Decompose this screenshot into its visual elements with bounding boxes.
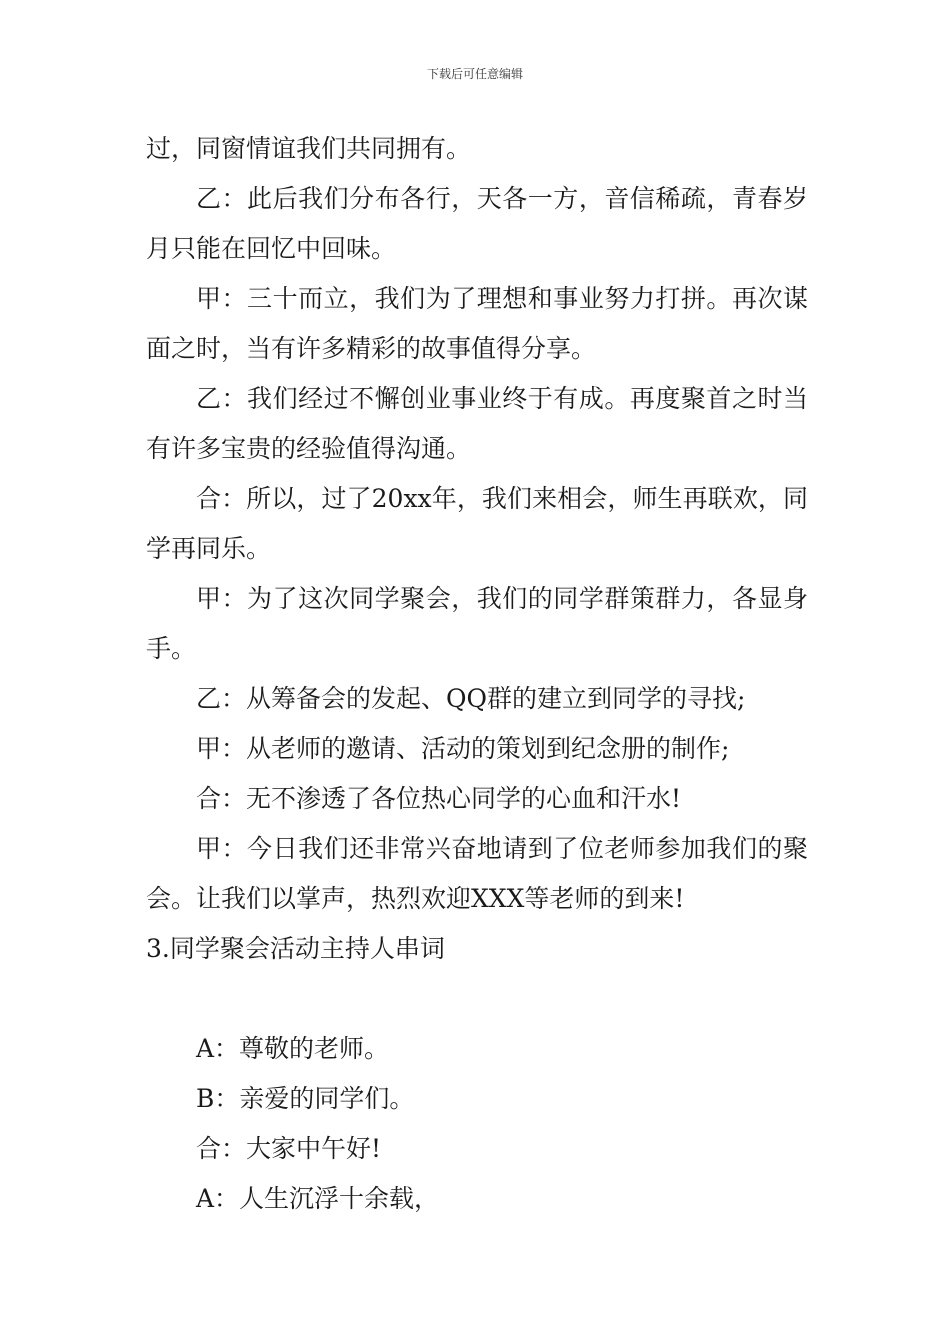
paragraph: 乙：从筹备会的发起、QQ群的建立到同学的寻找; (196, 684, 746, 713)
page-header-note: 下载后可任意编辑 (426, 67, 523, 81)
paragraph: 过，同窗情谊我们共同拥有。 (146, 134, 472, 163)
paragraph: B：亲爱的同学们。 (196, 1084, 415, 1113)
paragraph: 甲：从老师的邀请、活动的策划到纪念册的制作; (196, 734, 730, 763)
paragraph: 合：所以，过了20xx年，我们来相会，师生再联欢，同学再同乐。 (146, 484, 808, 563)
paragraph: 甲：今日我们还非常兴奋地请到了位老师参加我们的聚会。让我们以掌声，热烈欢迎XXX等老师的到来! (146, 834, 808, 913)
blank-line (146, 974, 808, 1024)
paragraph: 甲：为了这次同学聚会，我们的同学群策群力，各显身手。 (146, 584, 808, 663)
paragraph: 合：无不渗透了各位热心同学的心血和汗水! (196, 784, 682, 813)
dialogue-section-after (146, 1024, 808, 1224)
paragraph: 乙：此后我们分布各行，天各一方，音信稀疏，青春岁月只能在回忆中回味。 (146, 184, 808, 263)
document-body (146, 124, 808, 1224)
paragraph: 甲：三十而立，我们为了理想和事业努力打拼。再次谋面之时，当有许多精彩的故事值得分享。 (146, 284, 808, 363)
paragraph: 乙：我们经过不懈创业事业终于有成。再度聚首之时当有许多宝贵的经验值得沟通。 (146, 384, 808, 463)
paragraph: 合：大家中午好! (196, 1134, 382, 1163)
paragraph: A：尊敬的老师。 (196, 1034, 390, 1063)
paragraph: A：人生沉浮十余载， (196, 1184, 440, 1213)
dialogue-section-before (146, 124, 808, 924)
section-heading: 3.同学聚会活动主持人串词 (146, 934, 445, 963)
